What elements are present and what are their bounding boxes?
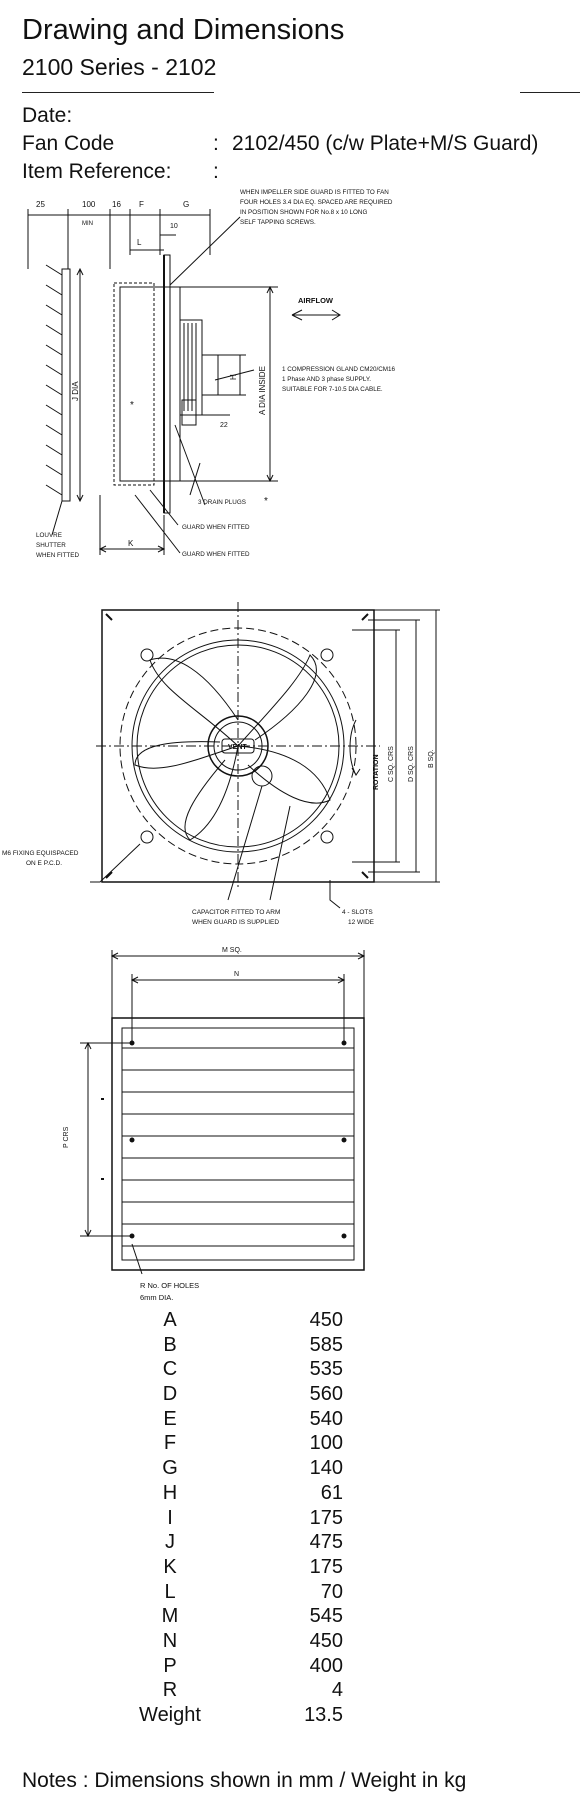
dimension-row xyxy=(100,1507,350,1532)
right-rule xyxy=(520,92,580,93)
dimension-row xyxy=(100,1679,350,1704)
dimension-row xyxy=(100,1482,350,1507)
capacitor-note-line1: CAPACITOR FITTED TO ARM xyxy=(192,909,281,916)
fan-code-colon: : xyxy=(213,132,219,155)
date-label: Date: xyxy=(22,104,73,127)
dimension-value: 140 xyxy=(309,1457,343,1480)
dimension-value: 13.5 xyxy=(304,1704,343,1726)
dimension-value: 545 xyxy=(309,1605,343,1628)
louvre-label-line1: LOUVRE xyxy=(36,532,62,539)
dimension-row xyxy=(100,1605,350,1630)
dim-h-label: H xyxy=(229,374,238,380)
star-marker: * xyxy=(130,400,134,411)
dimension-key: F xyxy=(163,1432,177,1455)
dimension-key: K xyxy=(163,1555,177,1578)
guard-label-2: GUARD WHEN FITTED xyxy=(182,551,250,558)
dimension-row xyxy=(100,1309,350,1334)
item-reference-colon: : xyxy=(213,160,219,183)
page-subtitle: 2100 Series - 2102 xyxy=(22,54,217,80)
dim-b-label: B SQ. xyxy=(428,749,435,768)
fixing-note-line1: M6 FIXING EQUISPACED xyxy=(2,850,79,857)
louvre-label-line2: SHUTTER xyxy=(36,542,66,549)
dimension-key: L xyxy=(164,1580,176,1603)
dimension-row xyxy=(100,1457,350,1482)
dimension-row xyxy=(100,1408,350,1433)
guard-note-line1: WHEN IMPELLER SIDE GUARD IS FITTED TO FAN xyxy=(240,189,389,196)
drain-star: * xyxy=(264,496,268,507)
dim-m-label: M SQ. xyxy=(222,947,242,954)
dimension-key: H xyxy=(162,1481,178,1504)
fixing-note-line2: ON E P.C.D. xyxy=(26,860,63,867)
dimension-row xyxy=(100,1383,350,1408)
gland-note-line2: 1 Phase AND 3 phase SUPPLY. xyxy=(282,376,372,383)
dim-min-label: MIN xyxy=(82,221,93,227)
page-title: Drawing and Dimensions xyxy=(22,14,345,46)
dimension-key: A xyxy=(163,1309,177,1331)
capacitor-note-line2: WHEN GUARD IS SUPPLIED xyxy=(192,919,280,926)
dimension-key: R xyxy=(162,1679,178,1702)
dimension-value: 560 xyxy=(309,1383,343,1406)
dim-10-label: 10 xyxy=(170,223,178,230)
holes-note-line1: R No. OF HOLES xyxy=(140,1281,200,1290)
shutter-view-drawing xyxy=(0,948,580,1318)
dim-f-label: F xyxy=(139,200,144,209)
guard-note-line4: SELF TAPPING SCREWS. xyxy=(240,219,316,226)
side-view-drawing xyxy=(0,189,580,590)
drain-plugs-label: 3 DRAIN PLUGS xyxy=(198,499,246,506)
dimension-key: P xyxy=(163,1654,177,1677)
dim-l-label: L xyxy=(137,238,142,247)
dimension-key: I xyxy=(167,1506,173,1529)
dimension-key: E xyxy=(163,1407,177,1430)
dimension-key: M xyxy=(161,1605,179,1628)
rotation-label: ROTATION xyxy=(373,754,380,790)
dimension-value: 535 xyxy=(309,1358,343,1381)
dimension-value: 585 xyxy=(309,1333,343,1356)
dimension-row xyxy=(100,1630,350,1655)
dimension-value: 400 xyxy=(309,1654,343,1677)
front-view-drawing xyxy=(0,600,580,930)
dimension-value: 4 xyxy=(331,1679,343,1702)
dim-22-label: 22 xyxy=(220,422,228,429)
dimension-value: 475 xyxy=(309,1531,343,1554)
dim-16-label: 16 xyxy=(112,200,121,209)
dimension-value: 450 xyxy=(309,1309,343,1331)
dim-k-label: K xyxy=(128,539,134,548)
dimension-value: 540 xyxy=(309,1407,343,1430)
dimension-key: B xyxy=(163,1333,177,1356)
dim-25-label: 25 xyxy=(36,200,45,209)
title-underline xyxy=(22,92,214,93)
dimension-row xyxy=(100,1334,350,1359)
dimension-row xyxy=(100,1556,350,1581)
dim-n-label: N xyxy=(234,971,240,978)
dimension-row xyxy=(100,1358,350,1383)
dim-c-label: C SQ. CRS xyxy=(388,746,395,782)
guard-label-1: GUARD WHEN FITTED xyxy=(182,524,250,531)
airflow-label: AIRFLOW xyxy=(298,296,333,305)
hub-logo: VENT xyxy=(228,744,247,751)
dim-100-label: 100 xyxy=(82,200,96,209)
gland-note-line1: 1 COMPRESSION GLAND CM20/CM16 xyxy=(282,366,396,373)
dim-j-label: J DIA xyxy=(71,381,80,401)
dimension-key: Weight xyxy=(139,1704,201,1726)
dimension-value: 175 xyxy=(309,1506,343,1529)
dim-p-label: P CRS xyxy=(63,1126,70,1148)
dimension-value: 61 xyxy=(320,1481,343,1504)
slots-note-line1: 4 - SLOTS xyxy=(342,909,373,916)
dim-g-label: G xyxy=(183,200,190,209)
louvre-label-line3: WHEN FITTED xyxy=(36,552,80,559)
dimension-value: 100 xyxy=(309,1432,343,1455)
dimension-value: 175 xyxy=(309,1555,343,1578)
dimension-row xyxy=(100,1655,350,1680)
slots-note-line2: 12 WIDE xyxy=(348,919,375,926)
dimension-row xyxy=(100,1531,350,1556)
dimension-key: J xyxy=(165,1531,175,1554)
holes-note-line2: 6mm DIA. xyxy=(140,1293,174,1302)
dimension-row xyxy=(100,1704,350,1729)
fan-code-label: Fan Code xyxy=(22,132,115,155)
guard-note-line3: IN POSITION SHOWN FOR No.8 x 10 LONG xyxy=(240,209,368,216)
dim-a-label: A DIA INSIDE xyxy=(258,366,267,415)
dimension-row xyxy=(100,1581,350,1606)
fan-code-value: 2102/450 (c/w Plate+M/S Guard) xyxy=(232,132,539,155)
guard-note-line2: FOUR HOLES 3.4 DIA EQ. SPACED ARE REQUIRED xyxy=(240,199,393,206)
dimensions-table xyxy=(100,1309,350,1729)
units-note: Notes : Dimensions shown in mm / Weight in kg xyxy=(22,1769,467,1792)
gland-note-line3: SUITABLE FOR 7-10.5 DIA CABLE. xyxy=(282,386,383,393)
dim-d-label: D SQ. CRS xyxy=(408,746,415,782)
dimension-value: 70 xyxy=(320,1580,343,1603)
dimension-row xyxy=(100,1432,350,1457)
dimension-key: N xyxy=(162,1629,178,1652)
dimension-value: 450 xyxy=(309,1629,343,1652)
item-reference-label: Item Reference: xyxy=(22,160,172,183)
dimension-key: D xyxy=(162,1383,178,1406)
dimension-key: C xyxy=(162,1358,178,1381)
dimension-key: G xyxy=(162,1457,178,1480)
